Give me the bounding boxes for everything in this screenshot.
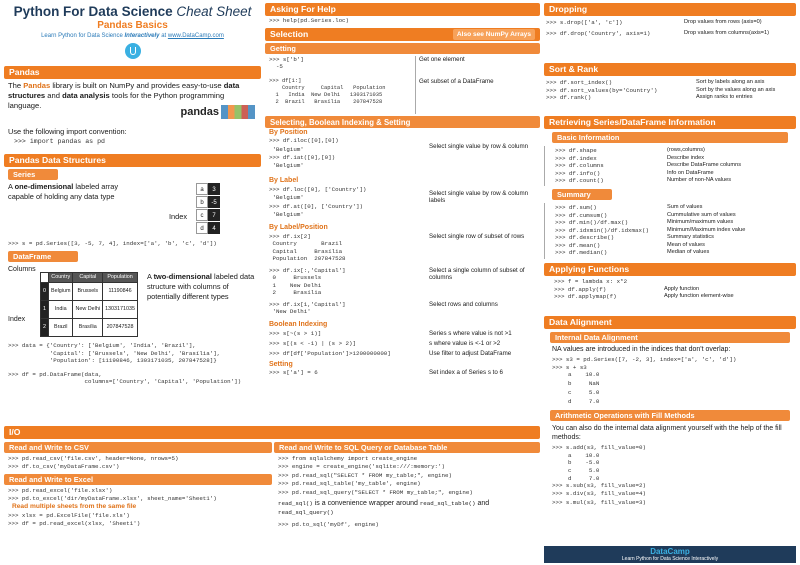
getting-row-1: >>> s['b'] -5 Get one element [265,56,540,78]
internal-alignment-heading: Internal Data Alignment [550,332,790,343]
io-right [274,442,540,530]
dropping-row-1: >>> s.drop(['a', 'c']) Drop values from rows (axis=0) [546,19,762,26]
help-code: >>> help(pd.Series.loc) [269,17,350,24]
footer-tagline: Learn Python for Data Science Interactively [621,556,719,562]
import-label: Use the following import convention: [8,127,127,136]
df-column-header: Country [49,273,73,283]
dropping-block [544,16,796,46]
summary-list [544,203,796,259]
setting-label: Setting [269,360,293,368]
by-label-label: By Label [269,177,299,185]
series-value-cell: -5 [208,196,220,208]
column-right [544,3,796,507]
csv-code: >>> pd.read_csv('file.csv', header=None, nrows=5) >>> df.to_csv('myDataFrame.csv') [8,455,179,470]
info-row: >>> df.sum() Sum of values [555,204,703,211]
info-row: >>> df.min()/df.max() Minimum/maximum values [555,219,734,227]
section-alignment-heading: Data Alignment [544,316,796,329]
info-row: >>> df.shape (rows,columns) [555,147,705,154]
arithmetic-desc: You can also do the internal data alignment yourself with the help of the fill methods: [552,425,782,442]
series-values-column [208,183,220,235]
series-diagram [196,183,220,235]
boolean-row-1: >>> s[~(s > 1)] Series s where value is not >1 [269,329,512,337]
columns-label: Columns [8,266,36,274]
sort-row-3: >>> df.rank() Assign ranks to entries [546,94,753,102]
series-description: A one-dimensional labeled array capable of holding any data type [8,181,119,201]
excel-code-2: >>> xlsx = pd.ExcelFile('file.xls') >>> df = pd.read_excel(xlsx, 'Sheet1') [8,512,141,527]
by-position-row: >>> df.iloc([0],[0]) 'Belgium' >>> df.iat([0],[0]) 'Belgium' Select single value by row & column [269,137,529,170]
df-row [41,283,138,301]
df-index-cell: 1 [41,301,49,319]
df-cell: 1303171035 [103,301,138,319]
excel-code: >>> pd.read_excel('file.xlsx') >>> pd.to_excel('dir/myDataFrame.xlsx', sheet_name='Sheet1') [8,487,217,502]
section-dropping-heading: Dropping [544,3,796,16]
getting-heading: Getting [265,43,540,54]
section-selection-heading: Selection Also see NumPy Arrays [265,28,540,41]
index-label: Index [8,316,26,324]
tagline: Learn Python for Data Science Interactively at www.DataCamp.com [41,33,224,39]
df-cell: 207847528 [103,319,138,337]
dropping-row-2: >>> df.drop('Country', axis=1) Drop values from columns(axis=1) [546,29,770,37]
sql-code-2: >>> pd.to_sql('myDf', engine) [278,520,379,528]
sort-block [544,76,796,109]
df-cell: Brasília [73,319,103,337]
series-index-cell: c [196,209,208,221]
section-pandas-heading: Pandas [4,66,261,79]
df-cell: Brazil [49,319,73,337]
setting-row: >>> s['a'] = 6 Set index a of Series s to 6 [269,369,503,377]
series-code: >>> s = pd.Series([3, -5, 7, 4], index=['a', 'b', 'c', 'd']) [8,239,217,247]
alignment-output-1: a 10.0 b NaN c 5.0 d 7.0 [568,371,600,406]
title-block [4,4,261,66]
boolean-row-2: >>> s[(s < -1) | (s > 2)] s where value is <-1 or >2 [269,339,501,347]
io-left [4,442,272,530]
sql-code: >>> from sqlalchemy import create_engine >>> engine = create_engine('sqlite:///:memory:') >>> pd.read_sql("SELECT * FROM my_table;", engine) >>> pd.read_sql_table('my_table', engine) >>> pd.read_sql_query("SELECT * FROM my_table;", engine) [278,455,473,496]
alignment-code-1: >>> s3 = pd.Series([7, -2, 3], index=['a', 'c', 'd']) >>> s + s3 [552,356,737,371]
df-index-cell: 0 [41,283,49,301]
dataframe-table [40,272,138,337]
info-row: >>> df.mean() Mean of values [555,241,705,249]
arithmetic-code-2: >>> s.sub(s3, fill_value=2) >>> s.div(s3, fill_value=4) >>> s.mul(s3, fill_value=3) [552,482,646,506]
df-cell: Belgium [49,283,73,301]
getting-row-2: >>> df[1:] Country Capital Population 1 India New Delhi 1303171035 2 Brazil Brasília 207847528 Get subset of a DataFrame [265,78,540,114]
section-functions-heading: Applying Functions [544,263,796,276]
functions-block: >>> f = lambda x: x*2 >>> df.apply(f) Apply function >>> df.applymap(f) Apply function element-wise [554,278,734,301]
series-index-cell: d [196,222,208,234]
import-code: >>> import pandas as pd [14,138,106,146]
sort-row-2: >>> df.sort_values(by='Country') Sort by the values along an axis [546,86,776,94]
by-label-position-row-3: >>> df.ix[1,'Capital'] 'New Delhi' Select rows and columns [269,300,498,316]
section-boolean-heading: Selecting, Boolean Indexing & Setting [265,116,540,128]
sql-note: read_sql() is a convenience wrapper around read_sql_table() and read_sql_query() [278,499,490,516]
footer-banner [544,546,796,563]
pandas-description: The Pandas library is built on NumPy and provides easy-to-use data structures and data analysis tools for the Python programming language. pandas [4,79,261,123]
excel-heading: Read and Write to Excel [4,474,272,485]
dataframe-code-1: >>> data = {'Country': ['Belgium', 'India', 'Brazil'], 'Capital': ['Brussels', 'New Delhi', 'Brasília'], 'Population': [11190846, 1303171035, 207847528]} [8,342,221,365]
info-row: >>> df.cumsum() Cummulative sum of values [555,211,736,219]
info-row: >>> df.describe() Summary statistics [555,234,714,242]
series-index-column [196,183,208,235]
summary-heading: Summary [552,189,612,200]
dataframe-description: A two-dimensional labeled data structure with columns of potentially different types [147,272,255,302]
dataframe-code-2: >>> df = pd.DataFrame(data, columns=['Country', 'Capital', 'Population']) [8,370,242,386]
page-subtitle: Pandas Basics [97,20,168,31]
df-index-cell: 2 [41,319,49,337]
dataframe-block [4,264,261,342]
info-row: >>> df.index Describe index [555,154,704,162]
by-label-position-row-2: >>> df.ix[:,'Capital'] 0 Brussels 1 New Delhi 2 Brasília Select a single column of subset of columns [269,266,525,297]
sql-heading: Read and Write to SQL Query or Database Table [274,442,540,453]
boolean-row-3: >>> df[df['Population']>1200000000] Use filter to adjust DataFrame [269,349,512,357]
numpy-link-badge[interactable]: Also see NumPy Arrays [453,29,535,40]
info-row: >>> df.info() Info on DataFrame [555,169,714,177]
column-middle [265,3,540,379]
by-label-position-label: By Label/Position [269,224,328,232]
section-io-heading: I/O [4,426,540,439]
series-index-label: Index [169,211,188,221]
df-column-header: Population [103,273,138,283]
by-label-position-row-1: >>> df.ix[2] Country Brazil Capital Brasília Population 207847528 Select single row of subset of rows [269,232,525,263]
by-position-label: By Position [269,128,308,136]
series-index-cell: a [196,183,208,195]
chart-logo-icon [221,105,255,119]
boolean-indexing-label: Boolean Indexing [269,320,328,328]
series-heading: Series [8,169,58,180]
df-cell: India [49,301,73,319]
by-label-row: >>> df.loc([0], ['Country']) 'Belgium' >>> df.at([0], ['Country']) 'Belgium' Select single value by row & column labels [269,186,529,219]
df-row [41,301,138,319]
df-cell: New Delhi [73,301,103,319]
csv-heading: Read and Write to CSV [4,442,272,453]
series-value-cell: 4 [208,222,220,234]
arithmetic-output: a 10.0 b -5.0 c 5.0 d 7.0 [568,451,600,482]
info-row: >>> df.count() Number of non-NA values [555,177,732,185]
section-sort-heading: Sort & Rank [544,63,796,76]
datacamp-link[interactable]: www.DataCamp.com [167,33,224,39]
internal-alignment-desc: NA values are introduced in the indices that don't overlap: [552,346,731,353]
df-cell: Brussels [73,283,103,301]
df-cell: 11190846 [103,283,138,301]
section-info-heading: Retrieving Series/DataFrame Information [544,116,796,129]
pandas-logo: pandas [180,105,255,119]
section-structures-heading: Pandas Data Structures [4,154,261,167]
excel-note: Read multiple sheets from the same file [12,503,137,511]
sort-row-1: >>> df.sort_index() Sort by labels along an axis [546,79,765,86]
series-index-cell: b [196,196,208,208]
arithmetic-heading: Arithmetic Operations with Fill Methods [550,410,790,421]
series-block [4,182,261,240]
series-value-cell: 7 [208,209,220,221]
df-column-header: Capital [73,273,103,283]
footer-brand: DataCamp [650,547,690,556]
df-row [41,319,138,337]
basic-info-list [544,146,796,186]
column-left [4,3,261,386]
basic-info-heading: Basic Information [552,132,788,143]
dataframe-diagram [40,272,138,337]
arithmetic-code-1: >>> s.add(s3, fill_value=0) [552,444,646,452]
datacamp-logo-icon [125,43,141,59]
section-io [4,426,540,530]
page-title: Python For Data Science Cheat Sheet [13,4,252,19]
series-value-cell: 3 [208,183,220,195]
section-help-heading: Asking For Help [265,3,540,16]
info-row: >>> df.idxmin()/df.idxmax() Minimum/Maximum index value [555,226,746,234]
dataframe-heading: DataFrame [8,251,78,262]
info-row: >>> df.median() Median of values [555,249,710,257]
info-row: >>> df.columns Describe DataFrame columns [555,162,741,170]
